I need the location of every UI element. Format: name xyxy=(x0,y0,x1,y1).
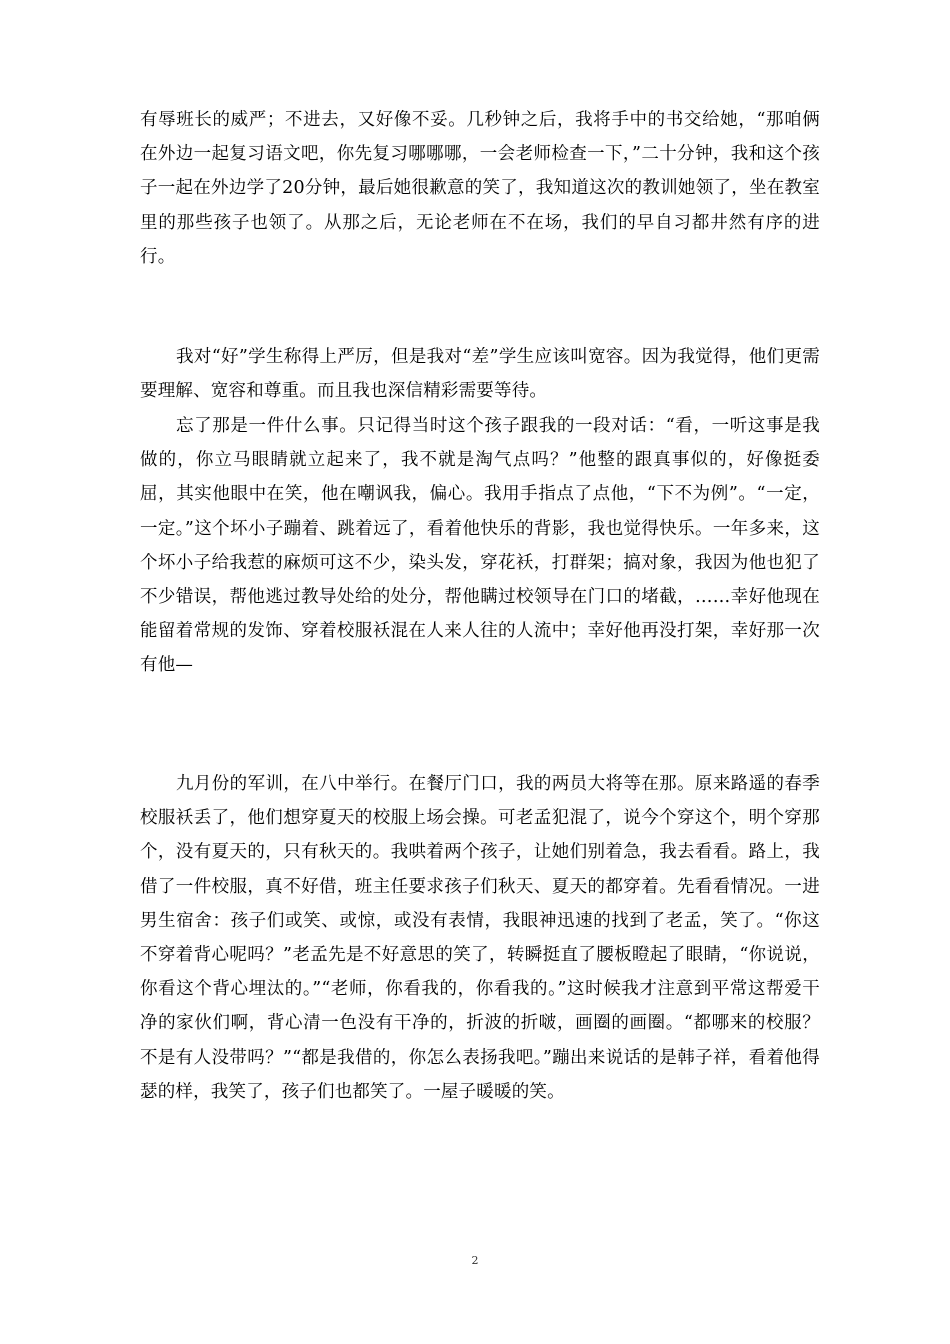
paragraph-2: 我对“好”学生称得上严厉，但是我对“差”学生应该叫宽容。因为我觉得，他们更需要理解、宽容和尊重。而且我也深信精彩需要等待。 xyxy=(140,347,820,402)
page-number: 2 xyxy=(471,1254,479,1267)
paragraph-4: 九月份的军训，在八中举行。在餐厅门口，我的两员大将等在那。原来路遥的春季校服袄丢了，他们想穿夏天的校服上场会操。可老孟犯混了，说今个穿这个，明个穿那个，没有夏天的，只有秋天的。我哄着两个孩子，让她们别着急，我去看看。路上，我借了一件校服，真不好借，班主任要求孩子们秋天、夏天的都穿着。先看看情况。一进男生宿舍：孩子们或笑、或惊，或没有表情，我眼神迅速的找到了老孟，笑了。“你这不穿着背心呢吗？”老孟先是不好意思的笑了，转瞬挺直了腰板瞪起了眼睛，“你说说，你看这个背心埋汰的。”“老师，你看我的，你看我的。”这时候我才注意到平常这帮爱干净的家伙们啊，背心清一色没有干净的，折波的折啵，画圈的画圈。“都哪来的校服？不是有人没带吗？”“都是我借的，你怎么表扬我吧。”蹦出来说话的是韩子祥，看着他得瑟的样，我笑了，孩子们也都笑了。一屋子暖暖的笑。 xyxy=(140,774,820,1102)
paragraph-1: 有辱班长的威严；不进去，又好像不妥。几秒钟之后，我将手中的书交给她，“那咱俩在外边一起复习语文吧，你先复习哪哪哪，一会老师检查一下，”二十分钟，我和这个孩子一起在外边学了20分钟，最后她很歉意的笑了，我知道这次的教训她领了，坐在教室里的那些孩子也领了。从那之后，无论老师在不在场，我们的早自习都井然有序的进行。 xyxy=(140,110,820,267)
paragraph-3: 忘了那是一件什么事。只记得当时这个孩子跟我的一段对话：“看，一听这事是我做的，你立马眼睛就立起来了，我不就是淘气点吗？”他整的跟真事似的，好像挺委屈，其实他眼中在笑，他在嘲讽我，偏心。我用手指点了点他，“下不为例”。“一定，一定。”这个坏小子蹦着、跳着远了，看着他快乐的背影，我也觉得快乐。一年多来，这个坏小子给我惹的麻烦可这不少，染头发，穿花袄，打群架；搞对象，我因为他也犯了不少错误，帮他逃过教导处给的处分，帮他瞒过校领导在门口的堵截，……幸好他现在能留着常规的发饰、穿着校服袄混在人来人往的人流中；幸好他再没打架，幸好那一次有他— xyxy=(140,416,820,676)
